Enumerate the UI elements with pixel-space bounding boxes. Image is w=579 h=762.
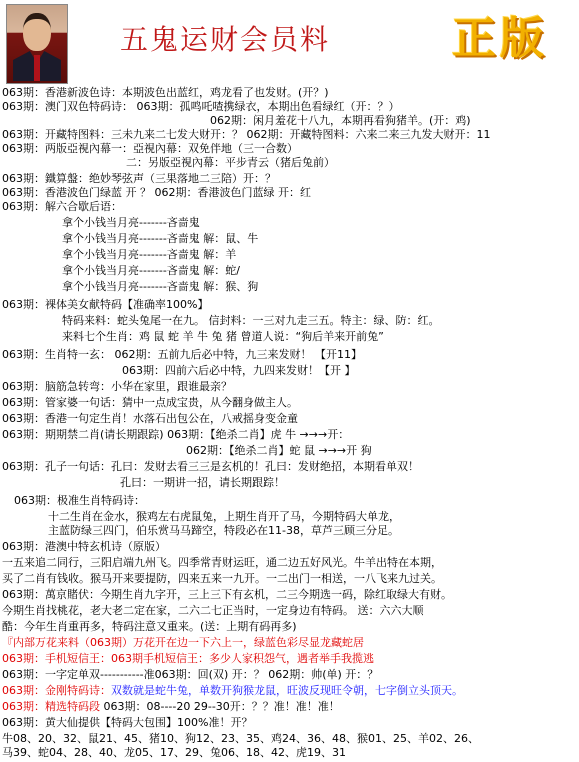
text-line: 063期：澳门双色特码诗： 063期：孤鸣吒喳携绿衣，本期出色看绿红（开：？） <box>2 100 400 113</box>
text-line: 063期：香港一句定生肖！水落石出包公在，八戒摇身变金童 <box>2 412 298 425</box>
header <box>0 0 579 84</box>
text-line: 063期：四前六后必中特，九四来发财！【开 】 <box>122 364 356 377</box>
text-line: 拿个小钱当月亮-------吝啬鬼 解：羊 <box>62 248 237 261</box>
text-line: 拿个小钱当月亮-------吝啬鬼 解：蛇/ <box>62 264 240 277</box>
text-line: 来料七个生肖：鸡 鼠 蛇 羊 牛 兔 猪 曾道人说：“狗后羊来开前兔” <box>62 330 384 343</box>
text-line: 063期：萬京賭伏：今期生肖九字开，三上三下有玄机，二三今期选一码，除红取绿大有财。 <box>2 588 452 601</box>
text-line: 二：另版亞視內幕：平步青云（猪后兔前） <box>126 156 335 169</box>
portrait-face <box>23 13 51 51</box>
text-line: 063期：期期禁二肖(请长期跟踪) 063期：【绝杀二肖】虎 牛 →→→开： <box>2 428 350 441</box>
text-line: 今期生肖找桃花，老大老二定在家，二六二七正当时，一定身边有特码。 送：六六大顺 <box>2 604 424 617</box>
text-line: 酷：今年生肖重再多，特码注意又重来。(送：上期有码再多) <box>2 620 297 633</box>
text-line: 063期：鐵算盤：绝妙琴弦声（三果落地二三陪）开：？ <box>2 172 276 185</box>
text-line: 063期：孔子一句话：孔曰：发财去看三三是玄机的！孔曰：发财绝招，本期看单双！ <box>2 460 419 473</box>
text-line: 063期：港澳中特玄机诗（原版） <box>2 540 166 553</box>
text-line: 牛08、20、32、鼠21、45、猪10、狗12、23、35、鸡24、36、48、猴01、25、羊02、26、 <box>2 732 479 745</box>
portrait-photo <box>6 4 68 84</box>
text-line: 拿个小钱当月亮-------吝啬鬼 <box>62 216 200 229</box>
text-line: 063期：解六合歇后语： <box>2 200 122 213</box>
text-line <box>2 684 463 698</box>
text-line: 063期：手机短信王：063期手机短信王：多少人家积怨气，遇者举手我揽逃 <box>2 652 374 665</box>
text-line: 孔曰：一期讲一招，请长期跟踪！ <box>120 476 285 489</box>
text-line: 062期：闲月羞花十八九，本期再看狗猪羊。(开：鸡) <box>210 114 471 127</box>
text-line: 063期：脑筋急转弯：小华在家里，跟谁最亲？ <box>2 380 232 393</box>
text-line: 063期：两版亞視內幕一：亞視內幕：双免伴地（三一合数） <box>2 142 298 155</box>
text-line: 十二生肖在金水，猴鸡左右虎鼠兔，上期生肖开了马，今期特码大单龙， <box>48 510 400 523</box>
text-line: 买了二肖有钱收。猴马开来要提防，四来五来一九开。一二出门一相送，一八飞来九过关。 <box>2 572 442 585</box>
text-line: 063期：裸体美女献特码【准确率100%】 <box>2 298 209 311</box>
text-line: 063期：香港新波色诗：本期波色出蓝红，鸡龙看了也发财。(开？) <box>2 86 329 99</box>
text-line: 拿个小钱当月亮-------吝啬鬼 解：鼠、牛 <box>62 232 259 245</box>
text-line: 一五来追二同行，三阳启端九州飞。四季常青财运旺，通二边五好风光。牛羊出特在本期， <box>2 556 442 569</box>
text-line: 062期：【绝杀二肖】蛇 鼠 →→→开 狗 <box>186 444 372 457</box>
text-line: 063期：管家婆一句话：猜中一点成宝贵，从今翻身做主人。 <box>2 396 298 409</box>
text-line: 063期：香港波色门绿蓝 开 ？ 062期：香港波色门蓝绿 开：红 <box>2 186 311 199</box>
text-line: 马39、蛇04、28、40、龙05、17、29、兔06、18、42、虎19、31 <box>2 746 346 759</box>
authentic-stamp: 正版 <box>452 13 548 64</box>
text-line <box>2 700 340 714</box>
line-prefix: 063期：金刚特码诗： <box>2 684 111 697</box>
text-line: 063期：黄大仙提供【特码大包围】100%准！开？ <box>2 716 253 729</box>
text-line: 063期：生肖特一玄： 062期：五前九后必中特，九三来发财！ 【开11】 <box>2 348 362 361</box>
page-title: 五鬼运财会员料 <box>120 23 331 56</box>
text-line: 特码来料：蛇头兔尾一在九。 信封料：一三对九走三五。特主：绿、防：红。 <box>62 314 440 327</box>
text-line: 主蓝防绿三四门，伯乐赏马马蹄空，特段必在11-38，草芦三顾三分足。 <box>48 524 399 537</box>
line-prefix: 063期：精选特码段 <box>2 700 100 713</box>
text-line: 『内部万花来料（063期）万花开在边一下六上一，绿蓝色彩尽显龙藏蛇居 <box>2 636 364 649</box>
text-line: 063期：开藏特图料：三未九来二七发大财开：？ 062期：开藏特图料：六来二来三九发大财开：11 <box>2 128 491 141</box>
line-body: 双数就是蛇牛兔，单数开狗猴龙鼠，旺波反现旺令朝，七字倒立头顶天。 <box>111 684 463 697</box>
text-line: 063期：极准生肖特码诗： <box>14 494 145 507</box>
line-body: 063期：08----20 29--30开：？？准！准！准！ <box>100 700 340 713</box>
portrait-tie <box>34 55 40 81</box>
text-line: 拿个小钱当月亮-------吝啬鬼 解：猴、狗 <box>62 280 259 293</box>
text-line: 063期：一字定单双-----------准063期：回(双) 开：？ 062期：帅(单) 开：？ <box>2 668 379 681</box>
